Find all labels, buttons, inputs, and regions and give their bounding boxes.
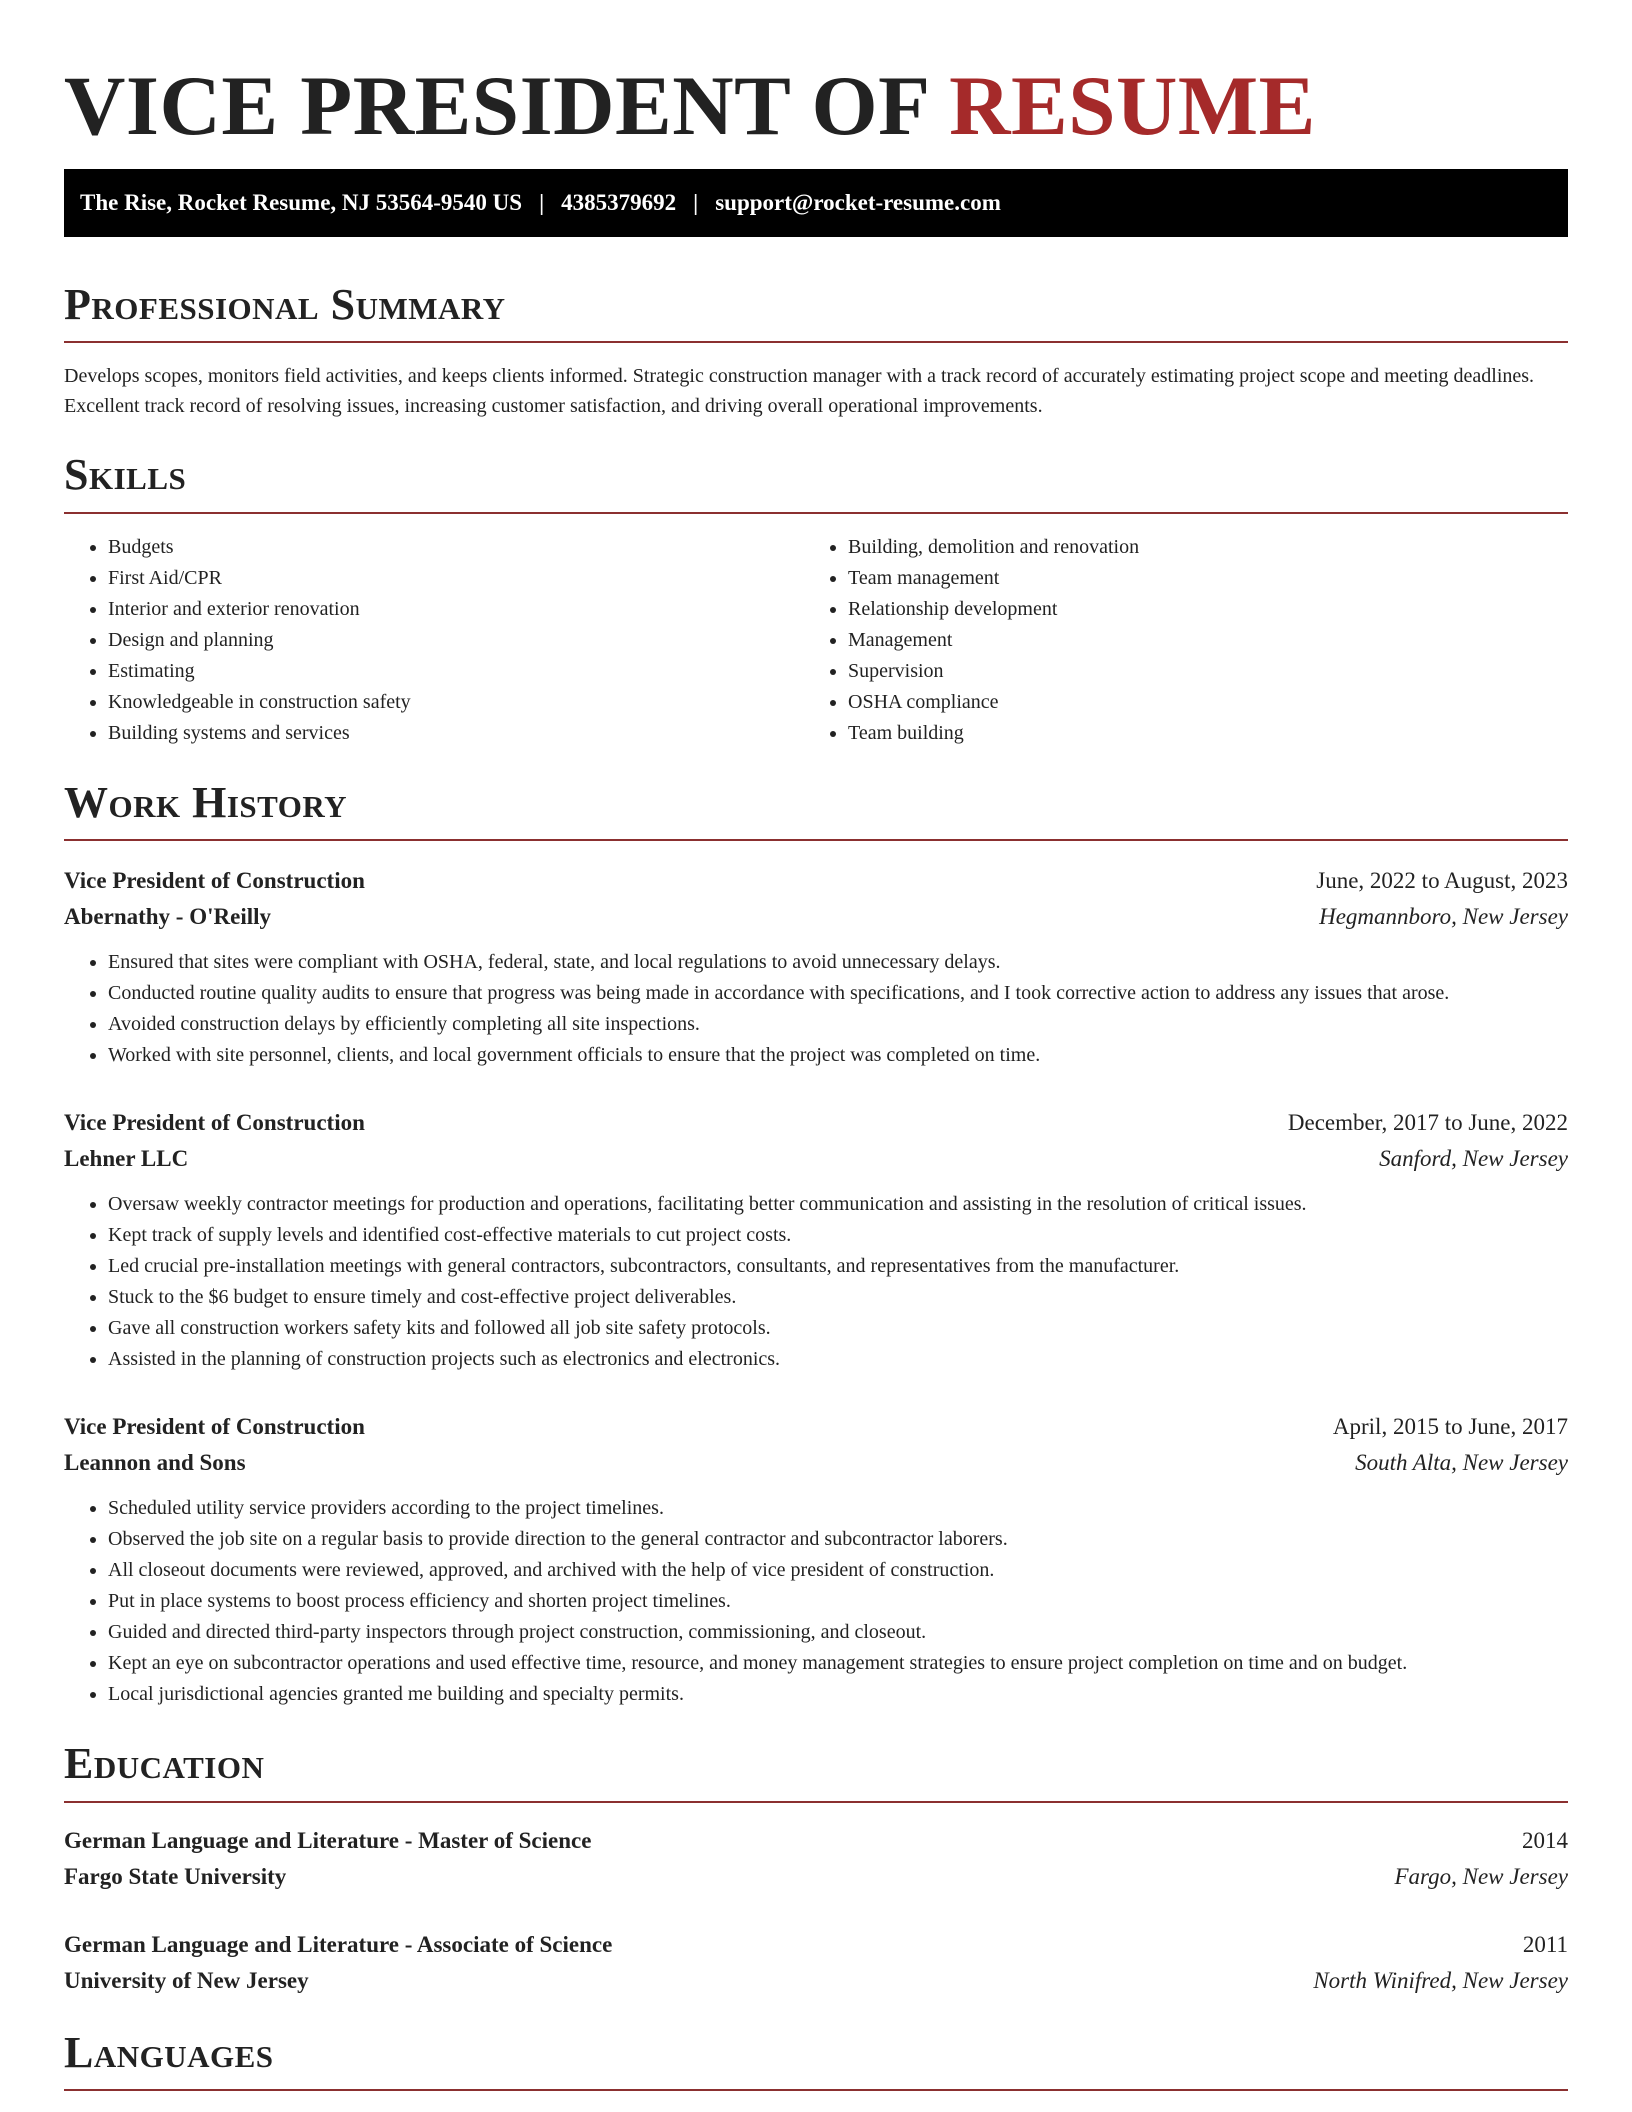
- education-school-row: [64, 1963, 1568, 1999]
- job-bullet: • Oversaw weekly contractor meetings for production and operations, facilitating better communication and assisting in the resolution of critical issues.: [108, 1189, 1568, 1220]
- job-company-row: [64, 1141, 1568, 1177]
- job-entry: [64, 863, 1568, 1071]
- summary-section: [64, 281, 1568, 421]
- summary-title: Professional Summary: [64, 281, 1568, 343]
- name-part-2: RESUME: [949, 59, 1316, 153]
- job-company-row: [64, 899, 1568, 935]
- education-school: University of New Jersey: [64, 1967, 309, 1993]
- contact-separator: |: [539, 190, 545, 215]
- job-bullet: • All closeout documents were reviewed, approved, and archived with the help of vice president of construction.: [108, 1555, 1568, 1586]
- job-header-row: [64, 863, 1568, 899]
- skill-item: • Management: [848, 625, 1544, 656]
- skill-item: • Knowledgeable in construction safety: [108, 687, 804, 718]
- contact-email: support@rocket-resume.com: [715, 190, 1001, 215]
- skill-item: • Relationship development: [848, 594, 1544, 625]
- job-company-row: [64, 1445, 1568, 1481]
- education-degree-row: [64, 1823, 1568, 1859]
- job-bullet: • Scheduled utility service providers according to the project timelines.: [108, 1493, 1568, 1524]
- education-section: [64, 1740, 1568, 1998]
- skill-item: • Team building: [848, 718, 1544, 749]
- job-bullet: • Gave all construction workers safety kits and followed all job site safety protocols.: [108, 1313, 1568, 1344]
- job-header-row: [64, 1409, 1568, 1445]
- education-location: North Winifred, New Jersey: [1313, 1967, 1568, 1993]
- job-bullet: • Observed the job site on a regular basis to provide direction to the general contractor and subcontractor laborers.: [108, 1524, 1568, 1555]
- education-year: 2014: [1522, 1827, 1568, 1853]
- languages-section: [64, 2029, 1568, 2091]
- job-bullet: • Conducted routine quality audits to ensure that progress was being made in accordance with specifications, and I took corrective action to address any issues that arose.: [108, 978, 1568, 1009]
- education-year: 2011: [1522, 1931, 1568, 1957]
- job-title: Vice President of Construction: [64, 1414, 365, 1440]
- skills-left-list: [64, 532, 804, 749]
- skill-item: • First Aid/CPR: [108, 563, 804, 594]
- job-bullet: • Worked with site personnel, clients, and local government officials to ensure that the project was completed on time.: [108, 1040, 1568, 1071]
- skill-item: • Interior and exterior renovation: [108, 594, 804, 625]
- education-school-row: [64, 1859, 1568, 1895]
- contact-bar: [64, 169, 1568, 237]
- job-bullets: [64, 1189, 1568, 1375]
- education-degree: German Language and Literature - Master of Science: [64, 1827, 592, 1853]
- education-title: Education: [64, 1740, 1568, 1802]
- work-history-title: Work History: [64, 779, 1568, 841]
- work-history-section: [64, 779, 1568, 1710]
- skill-item: • Team management: [848, 563, 1544, 594]
- job-dates: December, 2017 to June, 2022: [1287, 1110, 1568, 1136]
- languages-title: Languages: [64, 2029, 1568, 2091]
- job-title: Vice President of Construction: [64, 868, 365, 894]
- resume-name-heading: [64, 55, 1568, 157]
- job-dates: April, 2015 to June, 2017: [1332, 1414, 1568, 1440]
- job-bullet: • Local jurisdictional agencies granted me building and specialty permits.: [108, 1679, 1568, 1710]
- education-degree-row: [64, 1927, 1568, 1963]
- job-bullet: • Stuck to the $6 budget to ensure timely and cost-effective project deliverables.: [108, 1282, 1568, 1313]
- job-bullet: • Ensured that sites were compliant with OSHA, federal, state, and local regulations to avoid unnecessary delays.: [108, 947, 1568, 978]
- skill-item: • Design and planning: [108, 625, 804, 656]
- job-dates: June, 2022 to August, 2023: [1316, 868, 1568, 894]
- job-bullets: [64, 947, 1568, 1071]
- job-location: Sanford, New Jersey: [1379, 1146, 1568, 1172]
- job-company: Lehner LLC: [64, 1146, 189, 1172]
- job-entry: [64, 1105, 1568, 1375]
- job-bullet: • Guided and directed third-party inspectors through project construction, commissioning, and closeout.: [108, 1617, 1568, 1648]
- contact-phone: 4385379692: [561, 190, 677, 215]
- job-bullet: • Kept an eye on subcontractor operations and used effective time, resource, and money management strategies to ensure project completion on time and on budget.: [108, 1648, 1568, 1679]
- skill-item: • Budgets: [108, 532, 804, 563]
- job-bullet: • Avoided construction delays by efficiently completing all site inspections.: [108, 1009, 1568, 1040]
- job-location: Hegmannboro, New Jersey: [1319, 904, 1568, 930]
- job-entry: [64, 1409, 1568, 1710]
- education-entry: [64, 1927, 1568, 1999]
- education-entry: [64, 1823, 1568, 1895]
- job-bullet: • Put in place systems to boost process efficiency and shorten project timelines.: [108, 1586, 1568, 1617]
- job-bullet: • Kept track of supply levels and identified cost-effective materials to cut project costs.: [108, 1220, 1568, 1251]
- skills-section: [64, 451, 1568, 748]
- job-company: Leannon and Sons: [64, 1450, 246, 1476]
- skill-item: • Estimating: [108, 656, 804, 687]
- job-bullets: [64, 1493, 1568, 1710]
- job-location: South Alta, New Jersey: [1355, 1450, 1568, 1476]
- education-degree: German Language and Literature - Associate of Science: [64, 1931, 613, 1957]
- summary-text: Develops scopes, monitors field activities, and keeps clients informed. Strategic construction manager with a track record of accurately estimating project scope and meeting deadlines. Excellent track record of resolving issues, increasing customer satisfaction, and driving overall operational improvements.: [64, 365, 1535, 418]
- job-title: Vice President of Construction: [64, 1110, 365, 1136]
- name-part-1: VICE PRESIDENT OF: [64, 59, 928, 153]
- contact-separator: |: [693, 190, 699, 215]
- skill-item: • Supervision: [848, 656, 1544, 687]
- skills-title: Skills: [64, 451, 1568, 513]
- job-bullet: • Assisted in the planning of construction projects such as electronics and electronics.: [108, 1344, 1568, 1375]
- skill-item: • Building, demolition and renovation: [848, 532, 1544, 563]
- skill-item: • OSHA compliance: [848, 687, 1544, 718]
- job-bullet: • Led crucial pre-installation meetings with general contractors, subcontractors, consultants, and representatives from the manufacturer.: [108, 1251, 1568, 1282]
- education-school: Fargo State University: [64, 1863, 287, 1889]
- education-location: Fargo, New Jersey: [1394, 1863, 1568, 1889]
- skills-right-list: [804, 532, 1544, 749]
- job-company: Abernathy - O'Reilly: [64, 904, 271, 930]
- skills-columns: [64, 532, 1568, 749]
- skill-item: • Building systems and services: [108, 718, 804, 749]
- job-header-row: [64, 1105, 1568, 1141]
- contact-address: The Rise, Rocket Resume, NJ 53564-9540 US: [80, 190, 523, 215]
